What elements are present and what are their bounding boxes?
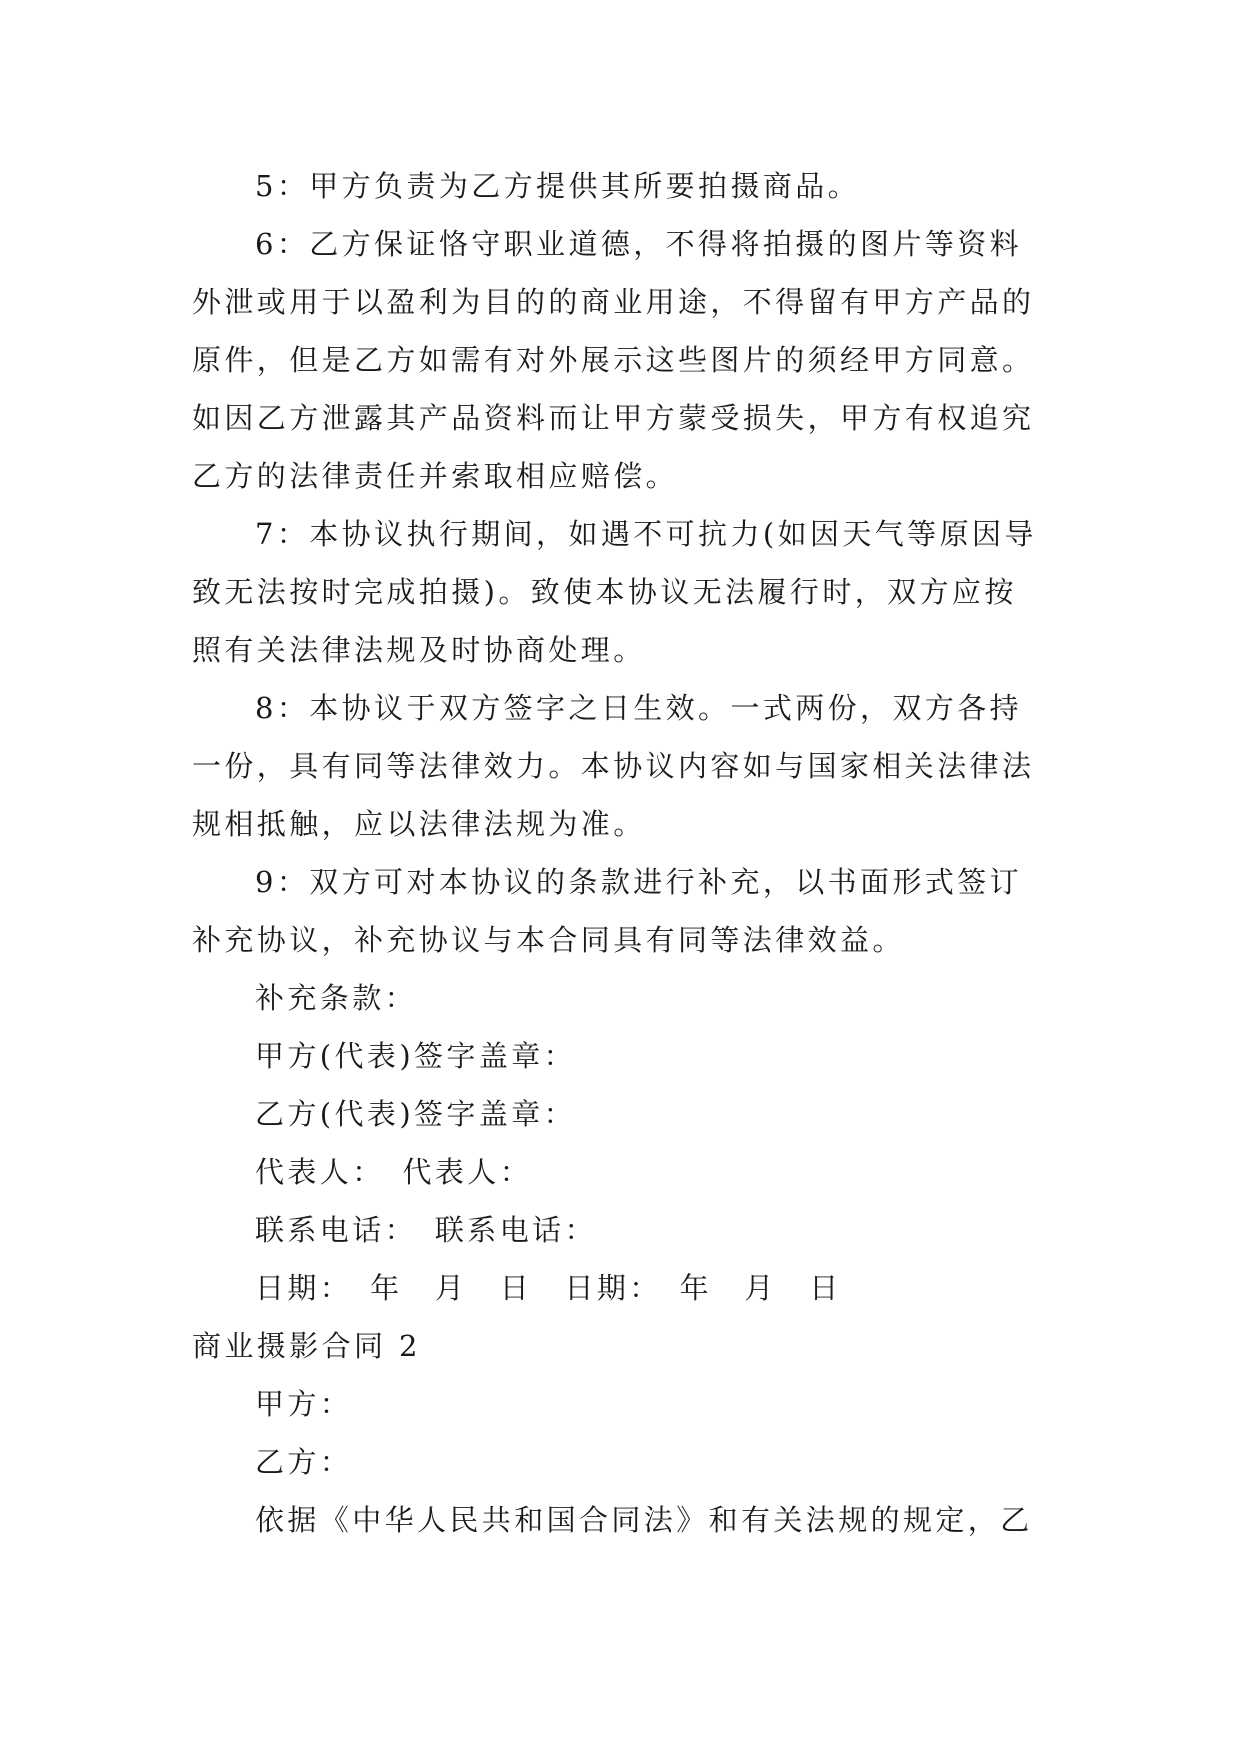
date-labels: 日期： 年 月 日 日期： 年 月 日 [255, 1271, 842, 1305]
supplementary-terms-label: 补充条款： [255, 981, 418, 1015]
contract-2-heading: 商业摄影合同 2 [192, 1329, 421, 1363]
clause-7-line-2: 致无法按时完成拍摄)。致使本协议无法履行时，双方应按 [192, 575, 1017, 609]
clause-9-line-2: 补充协议，补充协议与本合同具有同等法律效益。 [192, 923, 905, 957]
clause-5-line-1: 5：甲方负责为乙方提供其所要拍摄商品。 [255, 169, 861, 203]
phone-labels: 联系电话： 联系电话： [255, 1213, 597, 1247]
party-a-label: 甲方： [255, 1387, 353, 1421]
clause-8-line-2: 一份，具有同等法律效力。本协议内容如与国家相关法律法 [192, 749, 1035, 783]
clause-9-line-1: 9：双方可对本协议的条款进行补充，以书面形式签订 [255, 865, 1023, 899]
clause-6-line-4: 如因乙方泄露其产品资料而让甲方蒙受损失，甲方有权追究 [192, 401, 1035, 435]
party-b-label: 乙方： [255, 1445, 353, 1479]
party-a-signature-label: 甲方(代表)签字盖章： [255, 1039, 577, 1073]
clause-6-line-5: 乙方的法律责任并索取相应赔偿。 [192, 459, 679, 493]
clause-6-line-3: 原件，但是乙方如需有对外展示这些图片的须经甲方同意。 [192, 343, 1035, 377]
clause-6-line-1: 6：乙方保证恪守职业道德，不得将拍摄的图片等资料 [255, 227, 1023, 261]
representative-labels: 代表人： 代表人： [255, 1155, 533, 1189]
clause-6-line-2: 外泄或用于以盈利为目的的商业用途，不得留有甲方产品的 [192, 285, 1035, 319]
preamble-line-1: 依据《中华人民共和国合同法》和有关法规的规定，乙 [255, 1503, 1033, 1537]
clause-7-line-3: 照有关法律法规及时协商处理。 [192, 633, 646, 667]
clause-7-line-1: 7：本协议执行期间，如遇不可抗力(如因天气等原因导 [255, 517, 1037, 551]
clause-8-line-1: 8：本协议于双方签字之日生效。一式两份，双方各持 [255, 691, 1023, 725]
party-b-signature-label: 乙方(代表)签字盖章： [255, 1097, 577, 1131]
clause-8-line-3: 规相抵触，应以法律法规为准。 [192, 807, 646, 841]
